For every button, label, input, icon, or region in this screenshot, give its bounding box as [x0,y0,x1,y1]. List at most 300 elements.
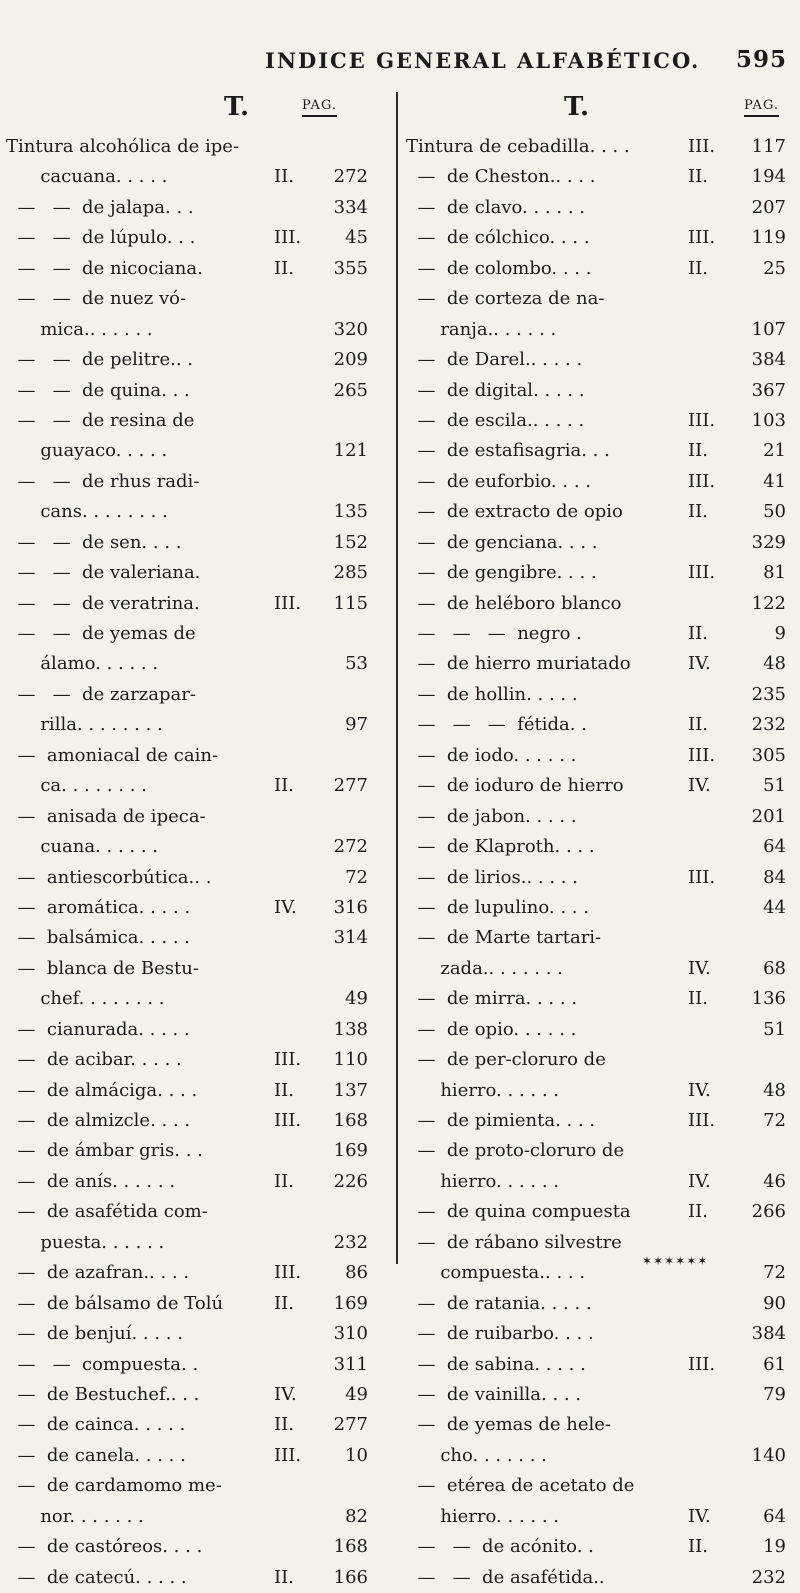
entry-volume: II. [274,166,294,188]
running-title: INDICE GENERAL ALFABÉTICO. [265,48,701,73]
entry-page: 51 [763,775,786,797]
entry-text: — — de valeriana. [6,562,201,584]
entry-page: 194 [751,166,786,188]
entry-text: — de sabina. . . . . [406,1353,586,1375]
index-entry [6,1532,394,1562]
entry-page: 72 [763,1110,786,1131]
entry-page: 137 [333,1079,368,1101]
entry-volume: II. [274,257,294,279]
entry-volume: III. [274,227,302,249]
index-entry [6,1258,394,1288]
entry-volume: III. [688,1353,716,1375]
entry-page: 45 [345,227,368,249]
index-entry [406,1350,794,1380]
index-entry [406,1228,794,1258]
index-entry [406,1563,794,1593]
entry-text: — de catecú. . . . . [6,1566,187,1588]
entry-text: — de ratania. . . . . [406,1292,592,1314]
index-entry [406,771,794,801]
right-column-header [406,88,794,132]
entry-page: 367 [751,379,786,401]
entry-page: 19 [763,1536,786,1558]
index-entry [406,741,794,771]
index-entry [6,1380,394,1410]
entry-page: 316 [333,896,368,918]
entry-text: — amoniacal de cain- [6,744,219,766]
entry-page: 68 [763,957,786,979]
right-column [406,88,794,1593]
entry-page: 53 [345,653,368,675]
index-entry [6,193,394,223]
entry-page: 232 [333,1231,368,1253]
index-entry [406,1319,794,1349]
index-entry [406,254,794,284]
index-entry [6,589,394,619]
entry-page: 277 [333,775,368,797]
entry-volume: II. [688,440,708,462]
index-entry [406,376,794,406]
entry-volume: II. [274,1292,294,1314]
index-entry [6,497,394,527]
entry-volume: II. [688,1201,708,1223]
entry-page: 209 [333,349,368,371]
entry-page: 51 [763,1018,786,1040]
entry-volume: II. [274,1414,294,1436]
index-entry [6,954,394,984]
index-entry [6,528,394,558]
entry-text: — — de sen. . . . [6,531,182,553]
entry-page: 61 [763,1353,786,1375]
entry-page: 121 [333,440,368,462]
entry-text: — de castóreos. . . . [6,1536,203,1558]
index-entry [6,345,394,375]
entry-text: — — de asafétida.. [406,1566,605,1588]
entry-volume: III. [688,744,716,766]
index-entry [6,1228,394,1258]
entry-page: 136 [751,988,786,1010]
index-entry [406,1380,794,1410]
entry-text: — de gengibre. . . . [406,562,597,584]
entry-text: — — de acónito. . [406,1536,594,1558]
entry-page: 9 [774,623,786,644]
index-entry [406,649,794,679]
index-entry [406,1410,794,1440]
entry-text: álamo. . . . . . [6,653,159,675]
entry-volume: II. [274,1566,294,1588]
index-entry [6,315,394,345]
entry-page: 49 [345,1383,368,1405]
index-entry [6,1563,394,1593]
entry-text: cacuana. . . . . [6,166,168,188]
index-entry [406,467,794,497]
entry-page: 90 [763,1292,786,1314]
entry-page: 97 [345,714,368,736]
entry-text: — de corteza de na- [406,288,605,310]
index-entry [406,1136,794,1166]
entry-volume: III. [274,1262,302,1284]
entry-text: — de colombo. . . . [406,257,592,279]
entry-text: compuesta.. . . . [406,1262,586,1284]
entry-page: 79 [763,1383,786,1405]
entry-page: 119 [751,227,786,249]
entry-text: zada.. . . . . . . [406,957,563,979]
entry-volume: III. [274,1049,302,1071]
entry-text: — — de rhus radi- [6,470,200,492]
index-entry [406,223,794,253]
entry-page: 72 [763,1262,786,1284]
entry-text: — de Klaproth. . . . [406,836,595,858]
entry-page: 138 [333,1018,368,1040]
entry-text: — de almizcle. . . . [6,1110,191,1131]
entry-text: — de genciana. . . . [406,531,598,553]
entry-text: — anisada de ipeca- [6,805,206,827]
entry-page: 25 [763,257,786,279]
index-entry [6,1289,394,1319]
entry-page: 84 [763,866,786,888]
index-entry [6,1106,394,1136]
entry-page: 81 [763,562,786,584]
index-entry [6,710,394,740]
left-section-letter: T. [224,92,250,122]
entry-text: Tintura de cebadilla. . . . [406,136,630,157]
entry-text: — de ruibarbo. . . . [406,1323,594,1345]
index-entry [6,802,394,832]
entry-page: 64 [763,836,786,858]
entry-page: 285 [333,562,368,584]
entry-page: 384 [751,1323,786,1345]
entry-page: 44 [763,896,786,918]
entry-text: — de clavo. . . . . . [406,196,585,218]
index-entry [6,1167,394,1197]
entry-volume: IV. [688,1170,711,1192]
entry-text: ranja.. . . . . . [406,318,557,340]
entry-text: — de digital. . . . . [406,379,585,401]
entry-volume: III. [274,1444,302,1466]
index-entry [6,893,394,923]
entry-volume: III. [688,470,716,492]
right-entry-list [406,132,794,1593]
entry-text: — de rábano silvestre [406,1231,622,1253]
index-entry [406,528,794,558]
index-entry [6,376,394,406]
entry-text: — de lupulino. . . . [406,896,589,918]
index-entry [6,1136,394,1166]
entry-volume: III. [274,592,302,614]
index-entry [406,1106,794,1136]
entry-volume: III. [688,136,716,157]
entry-page: 320 [333,318,368,340]
entry-page: 272 [333,836,368,858]
entry-page: 110 [333,1049,368,1071]
index-entry [6,1441,394,1471]
entry-text: — de Bestuchef.. . . [6,1383,200,1405]
entry-page: 311 [333,1353,368,1375]
entry-text: — de Cheston.. . . . [406,166,596,188]
entry-text: — de hierro muriatado [406,653,631,675]
entry-text: — de iodo. . . . . . [406,744,577,766]
entry-page: 168 [333,1110,368,1131]
entry-text: — — de resina de [6,409,195,431]
entry-text: cans. . . . . . . . [6,501,168,523]
index-entry [6,223,394,253]
entry-text: — de per-cloruro de [406,1049,606,1071]
entry-volume: III. [688,409,716,431]
index-entry [6,1319,394,1349]
right-section-letter: T. [564,92,590,122]
entry-text: — de asafétida com- [6,1201,208,1223]
entry-text: — de cainca. . . . . [6,1414,186,1436]
index-entry [6,619,394,649]
entry-text: — aromática. . . . . [6,896,191,918]
entry-text: — — de quina. . . [6,379,190,401]
entry-text: chef. . . . . . . . [6,988,165,1010]
entry-page: 166 [333,1566,368,1588]
entry-text: — — de nicociana. [6,257,203,279]
index-entry [406,1258,794,1288]
index-entry [406,589,794,619]
entry-page: 310 [333,1323,368,1345]
index-entry [6,1350,394,1380]
entry-text: — de quina compuesta [406,1201,631,1223]
entry-text: — antiescorbútica.. . [6,866,212,888]
entry-page: 103 [751,409,786,431]
entry-text: — blanca de Bestu- [6,957,199,979]
entry-text: — — compuesta. . [6,1353,199,1375]
entry-text: — de bálsamo de Tolú [6,1292,224,1314]
index-entry [406,619,794,649]
entry-page: 329 [751,531,786,553]
entry-page: 277 [333,1414,368,1436]
index-entry [6,984,394,1014]
entry-text: mica.. . . . . . [6,318,153,340]
entry-volume: II. [274,1170,294,1192]
entry-text: — de cardamomo me- [6,1475,222,1497]
index-entry [406,1167,794,1197]
index-entry [6,923,394,953]
entry-text: guayaco. . . . . [6,440,168,462]
entry-text: — — — fétida. . [406,714,587,736]
entry-page: 272 [333,166,368,188]
entry-text: — de jabon. . . . . [406,805,577,827]
index-entry [406,162,794,192]
entry-page: 314 [333,927,368,949]
entry-text: — — de lúpulo. . . [6,227,196,249]
entry-text: — de lirios.. . . . . [406,866,578,888]
entry-volume: II. [688,1536,708,1558]
index-entry [6,132,394,162]
entry-text: hierro. . . . . . [406,1079,559,1101]
entry-text: — de extracto de opio [406,501,623,523]
entry-volume: IV. [688,957,711,979]
entry-page: 355 [333,257,368,279]
index-entry [6,1471,394,1501]
index-entry [406,923,794,953]
entry-text: — de opio. . . . . . [406,1018,577,1040]
index-entry [6,162,394,192]
entry-page: 168 [333,1536,368,1558]
entry-volume: III. [688,866,716,888]
index-entry [406,345,794,375]
entry-text: — de ioduro de hierro [406,775,624,797]
index-entry [406,802,794,832]
entry-text: — de heléboro blanco [406,592,622,614]
entry-text: — de benjuí. . . . . [6,1323,183,1345]
index-entry [406,1015,794,1045]
entry-volume: IV. [688,775,711,797]
index-entry [6,1410,394,1440]
index-entry [6,1015,394,1045]
entry-volume: III. [274,1110,302,1131]
entry-page: 152 [333,531,368,553]
entry-page: 201 [751,805,786,827]
entry-text: — — de nuez vó- [6,288,187,310]
entry-page: 107 [751,318,786,340]
entry-text: rilla. . . . . . . . [6,714,163,736]
entry-page: 266 [751,1201,786,1223]
entry-page: 117 [751,136,786,157]
entry-page: 169 [333,1140,368,1162]
entry-text: — de euforbio. . . . [406,470,591,492]
entry-text: — de anís. . . . . . [6,1170,176,1192]
index-entry [6,1502,394,1532]
index-entry [406,1471,794,1501]
entry-text: — — de pelitre.. . [6,349,194,371]
entry-text: — de acibar. . . . . [6,1049,182,1071]
entry-page: 49 [345,988,368,1010]
index-entry [6,680,394,710]
entry-page: 235 [751,683,786,705]
index-entry [6,1076,394,1106]
index-entry [406,832,794,862]
index-entry [406,1289,794,1319]
entry-volume: III. [688,1110,716,1131]
entry-page: 82 [345,1505,368,1527]
index-entry [406,1076,794,1106]
column-divider [396,92,398,1264]
index-entry [6,436,394,466]
entry-text: — de estafisagria. . . [406,440,610,462]
entry-page: 115 [333,592,368,614]
index-entry [406,315,794,345]
entry-volume: II. [688,988,708,1010]
index-entry [6,1197,394,1227]
index-entry [406,1045,794,1075]
entry-text: — — de veratrina. [6,592,200,614]
entry-page: 265 [333,379,368,401]
entry-page: 140 [751,1444,786,1466]
entry-text: — cianurada. . . . . [6,1018,190,1040]
entry-volume: III. [688,562,716,584]
entry-page: 122 [751,592,786,614]
index-entry [406,406,794,436]
index-entry [406,984,794,1014]
entry-text: — de vainilla. . . . [406,1383,582,1405]
entry-volume: II. [688,257,708,279]
entry-text: — balsámica. . . . . [6,927,190,949]
entry-page: 50 [763,501,786,523]
entry-text: Tintura alcohólica de ipe- [6,136,240,157]
entry-page: 48 [763,653,786,675]
entry-text: cuana. . . . . . [6,836,158,858]
footer-ornament: ✶✶✶✶✶✶ [642,1254,709,1268]
entry-text: — de cólchico. . . . [406,227,590,249]
entry-text: — — de yemas de [6,623,196,644]
index-entry [6,467,394,497]
index-entry [6,741,394,771]
page-number: 595 [736,46,788,73]
entry-volume: II. [688,623,708,644]
index-entry [406,497,794,527]
entry-page: 334 [333,196,368,218]
entry-text: — de azafran.. . . . [6,1262,190,1284]
index-entry [406,193,794,223]
entry-text: — de mirra. . . . . [406,988,578,1010]
entry-page: 232 [751,1566,786,1588]
entry-text: — de hollin. . . . . [406,683,578,705]
index-entry [406,954,794,984]
index-entry [406,558,794,588]
entry-volume: III. [688,227,716,249]
entry-volume: II. [688,501,708,523]
entry-page: 135 [333,501,368,523]
entry-page: 41 [763,470,786,492]
entry-text: — de ámbar gris. . . [6,1140,203,1162]
index-entry [6,863,394,893]
entry-text: — — — negro . [406,623,582,644]
entry-volume: II. [274,1079,294,1101]
entry-volume: IV. [688,1505,711,1527]
entry-text: — de almáciga. . . . [6,1079,198,1101]
index-entry [6,406,394,436]
index-entry [406,436,794,466]
entry-text: ca. . . . . . . . [6,775,147,797]
entry-page: 232 [751,714,786,736]
entry-volume: II. [688,166,708,188]
index-entry [406,1502,794,1532]
entry-text: — de proto-cloruro de [406,1140,625,1162]
index-entry [406,710,794,740]
index-entry [406,680,794,710]
entry-page: 46 [763,1170,786,1192]
entry-text: — — de zarzapar- [6,683,196,705]
left-column [6,88,394,1593]
index-entry [6,254,394,284]
entry-text: hierro. . . . . . [406,1170,559,1192]
entry-page: 169 [333,1292,368,1314]
entry-text: hierro. . . . . . [406,1505,559,1527]
entry-text: nor. . . . . . . [6,1505,144,1527]
index-entry [6,771,394,801]
right-pag-label: PAG. [744,98,779,117]
index-entry [406,893,794,923]
entry-text: — de Darel.. . . . . [406,349,583,371]
index-entry [406,132,794,162]
index-entry [406,1441,794,1471]
entry-text: — de escila.. . . . . [406,409,585,431]
left-column-header [6,88,394,132]
index-entry [406,284,794,314]
entry-text: — de yemas de hele- [406,1414,611,1436]
entry-page: 384 [751,349,786,371]
left-entry-list [6,132,394,1593]
index-entry [6,284,394,314]
entry-text: — de canela. . . . . [6,1444,186,1466]
entry-page: 21 [763,440,786,462]
entry-volume: II. [688,714,708,736]
entry-volume: IV. [274,1383,297,1405]
index-entry [406,1197,794,1227]
left-pag-label: PAG. [302,98,337,117]
